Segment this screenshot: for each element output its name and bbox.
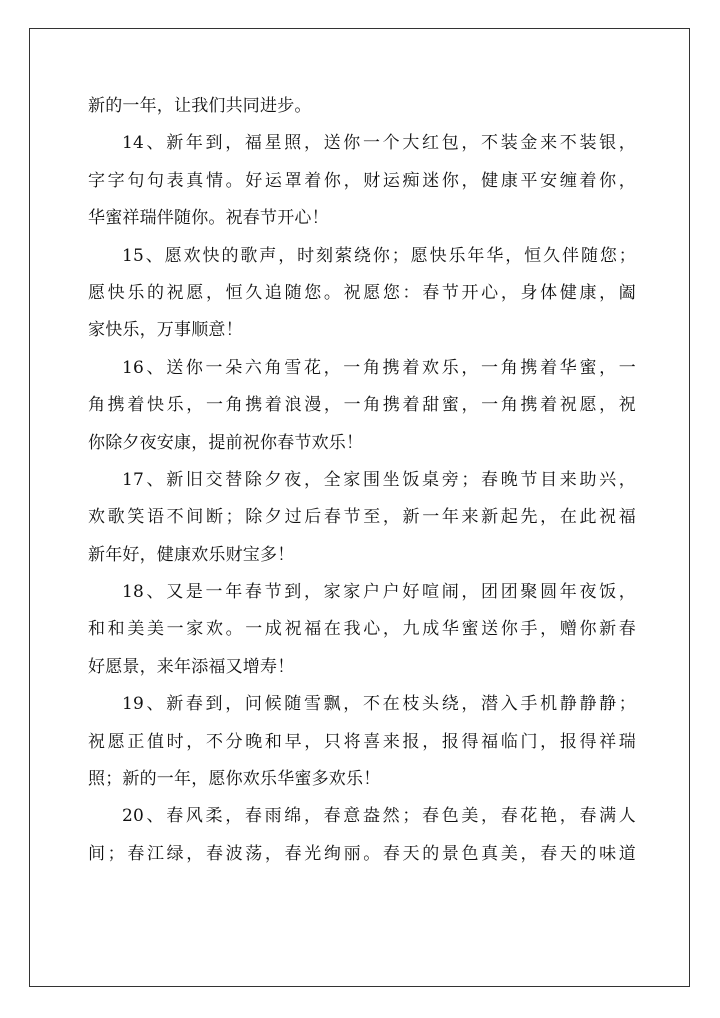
text-line: 好愿景，来年添福又增寿！ (88, 656, 295, 677)
text-line: 华蜜祥瑞伴随你。祝春节开心！ (88, 208, 329, 229)
text-line: 欢歌笑语不间断；除夕过后春节至，新一年来新起先，在此祝福 (88, 507, 636, 528)
text-line: 新年好，健康欢乐财宝多！ (88, 544, 295, 565)
text-line: 17、新旧交替除夕夜，全家围坐饭桌旁；春晚节目来助兴， (122, 469, 636, 490)
text-line: 字字句句表真情。好运罩着你，财运痴迷你，健康平安缠着你， (88, 170, 636, 191)
text-line: 14、新年到，福星照，送你一个大红包，不装金来不装银， (122, 133, 636, 154)
text-line: 16、送你一朵六角雪花，一角携着欢乐，一角携着华蜜，一 (122, 357, 636, 378)
text-line: 和和美美一家欢。一成祝福在我心，九成华蜜送你手，赠你新春 (88, 619, 636, 640)
text-line: 20、春风柔，春雨绵，春意盎然；春色美，春花艳，春满人 (122, 806, 636, 827)
text-line: 19、新春到，问候随雪飘，不在枝头绕，潜入手机静静静； (122, 694, 636, 715)
text-line: 新的一年，让我们共同进步。 (88, 96, 312, 116)
text-line: 15、愿欢快的歌声，时刻萦绕你；愿快乐年华，恒久伴随您； (122, 245, 636, 266)
document-body (88, 88, 636, 873)
text-line: 愿快乐的祝愿，恒久追随您。祝愿您：春节开心，身体健康，阖 (88, 282, 636, 303)
text-line: 家快乐，万事顺意！ (88, 320, 243, 341)
text-line: 你除夕夜安康，提前祝你春节欢乐！ (88, 432, 364, 453)
text-line: 照；新的一年，愿你欢乐华蜜多欢乐！ (88, 769, 381, 790)
text-line: 祝愿正值时，不分晚和早，只将喜来报，报得福临门，报得祥瑞 (88, 731, 636, 752)
text-line: 角携着快乐，一角携着浪漫，一角携着甜蜜，一角携着祝愿，祝 (88, 395, 636, 416)
text-line: 间；春江绿，春波荡，春光绚丽。春天的景色真美，春天的味道 (88, 843, 636, 864)
text-line: 18、又是一年春节到，家家户户好喧闹，团团聚圆年夜饭， (122, 582, 636, 603)
